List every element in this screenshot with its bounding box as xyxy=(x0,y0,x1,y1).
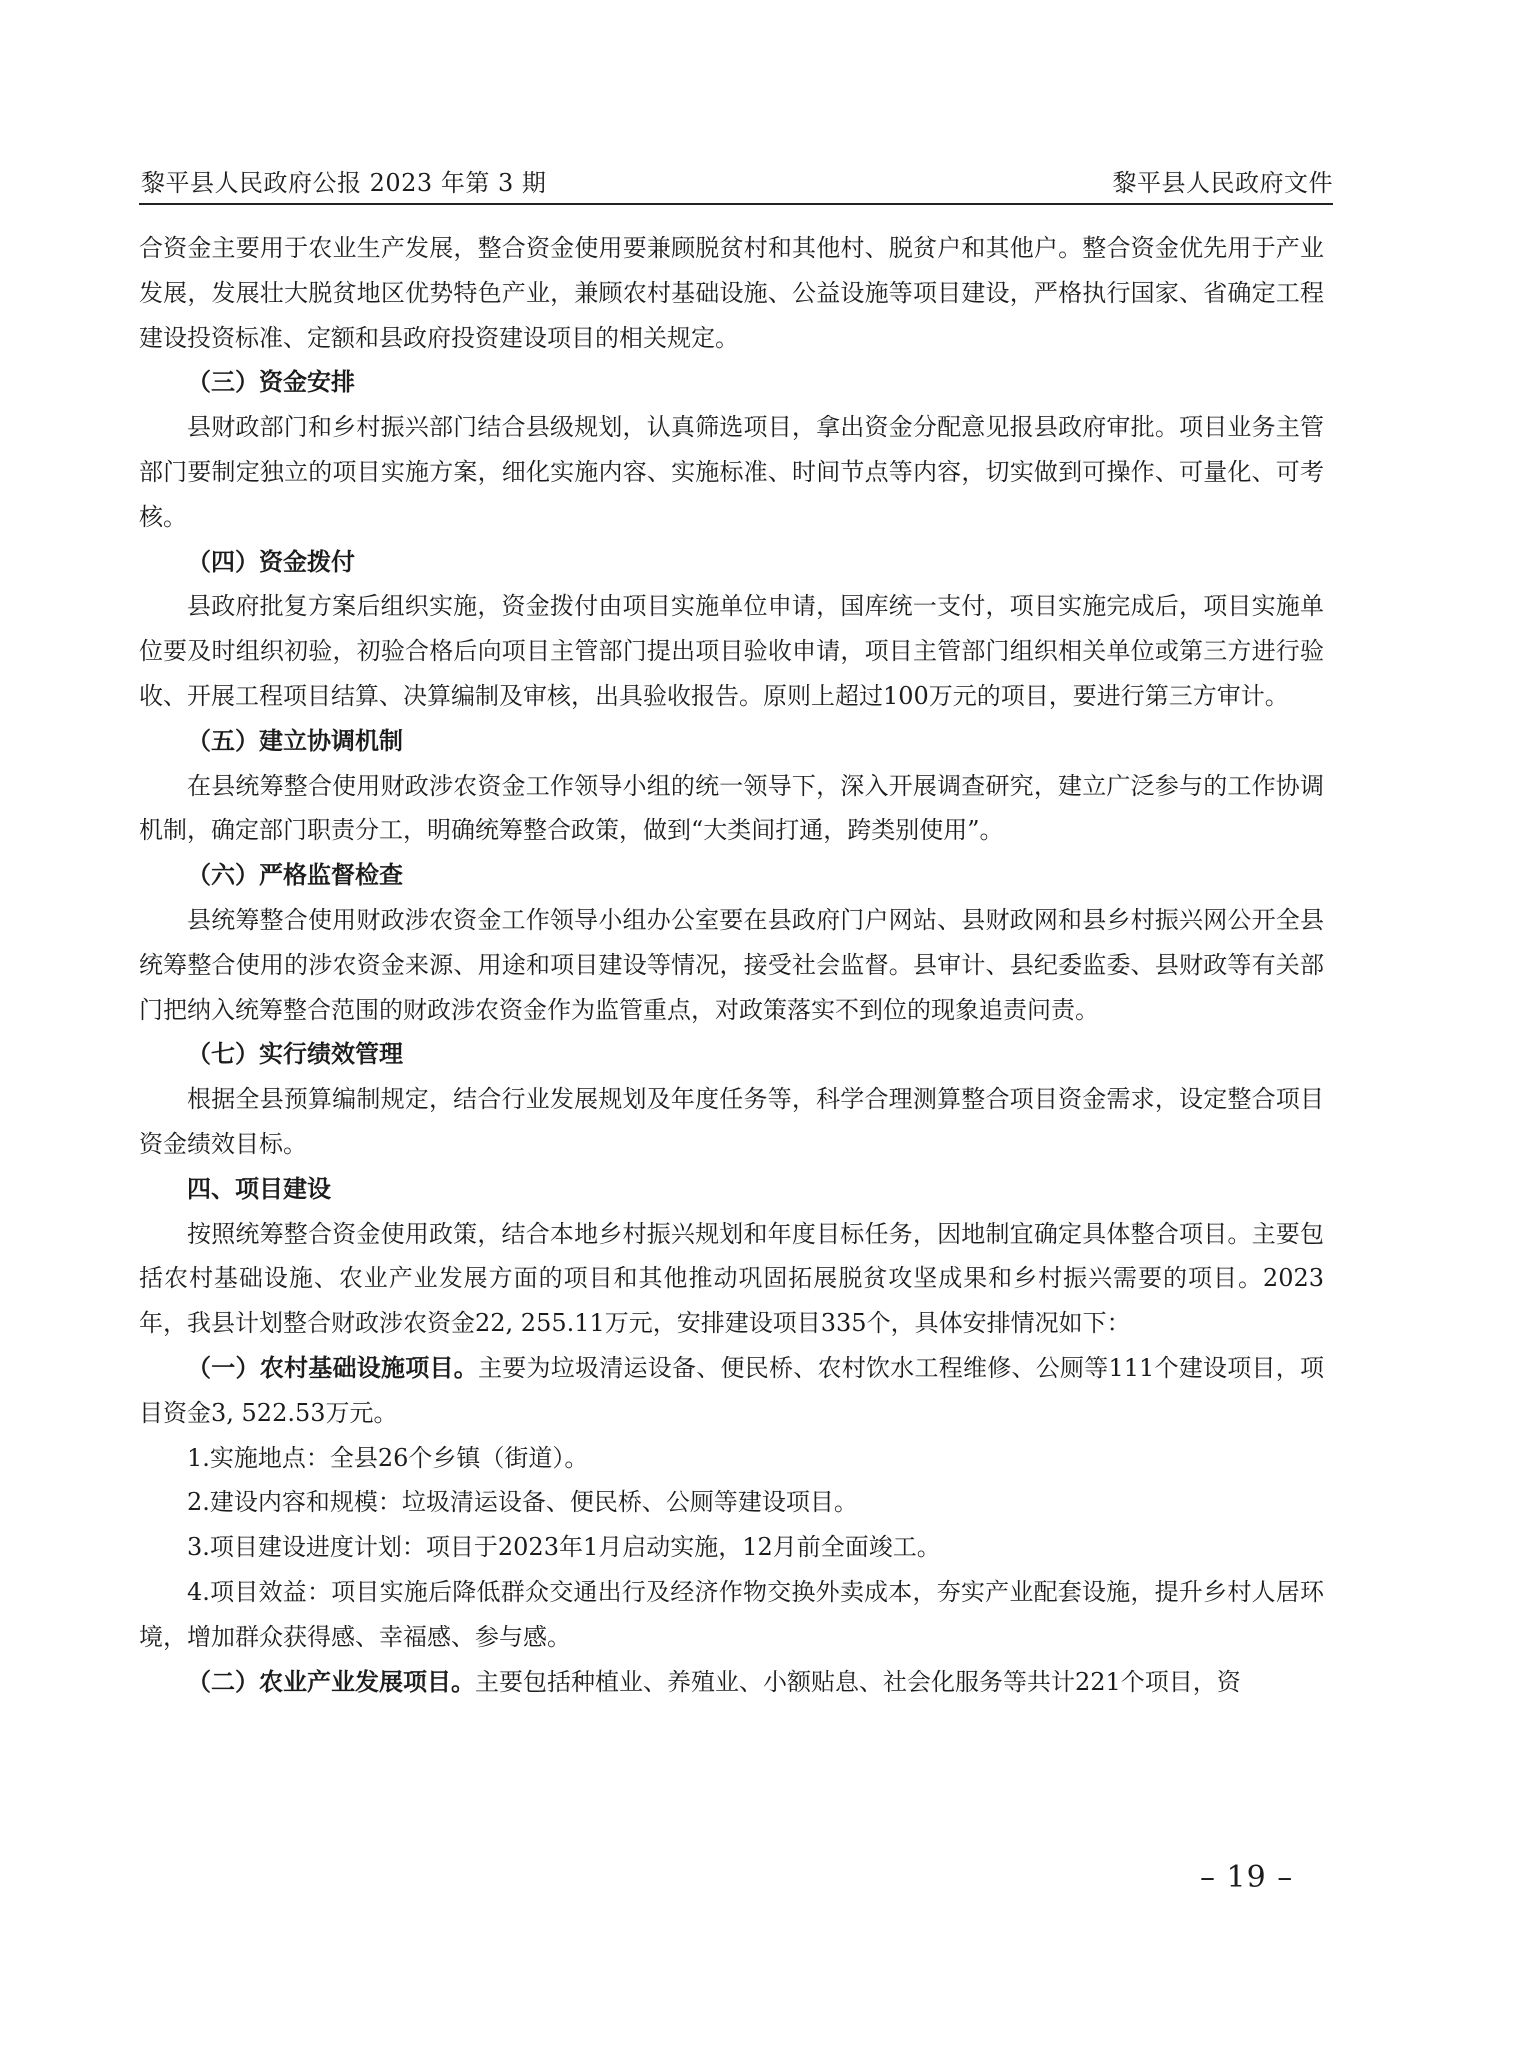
project-paragraph xyxy=(139,1346,1324,1436)
list-item: 2.建设内容和规模：垃圾清运设备、便民桥、公厕等建设项目。 xyxy=(187,1488,858,1517)
project-paragraph xyxy=(139,1660,1324,1705)
project-heading: （二）农业产业发展项目。 xyxy=(187,1667,475,1696)
chapter-heading: 四、项目建设 xyxy=(187,1174,331,1203)
body-paragraph: 县政府批复方案后组织实施，资金拨付由项目实施单位申请，国库统一支付，项目实施完成后，项目实施单位要及时组织初验，初验合格后向项目主管部门提出项目验收申请，项目主管部门组织相关单位或第三方进行验收、开展工程项目结算、决算编制及审核，出具验收报告。原则上超过100万元的项目，要进行第三方审计。 xyxy=(139,592,1324,710)
section-heading: （七）实行绩效管理 xyxy=(187,1040,403,1069)
list-item: 4.项目效益：项目实施后降低群众交通出行及经济作物交换外卖成本，夯实产业配套设施，提升乡村人居环境，增加群众获得感、幸福感、参与感。 xyxy=(139,1577,1324,1651)
list-item: 1.实施地点：全县26个乡镇（街道）。 xyxy=(187,1443,589,1472)
page-header xyxy=(139,163,1333,205)
section-heading: （五）建立协调机制 xyxy=(187,726,403,755)
project-heading: （一）农村基础设施项目。 xyxy=(187,1353,478,1382)
body-paragraph: 在县统筹整合使用财政涉农资金工作领导小组的统一领导下，深入开展调查研究，建立广泛参与的工作协调机制，确定部门职责分工，明确统筹整合政策，做到“大类间打通，跨类别使用”。 xyxy=(139,771,1324,845)
project-description: 主要包括种植业、养殖业、小额贴息、社会化服务等共计221个项目，资 xyxy=(475,1667,1241,1696)
project-description: 主要为垃圾清运设备、便民桥、农村饮水工程维修、公厕等111个建设项目，项目资金3, 522.53万元。 xyxy=(139,1353,1324,1427)
header-document-type: 黎平县人民政府文件 xyxy=(1112,169,1333,197)
body-paragraph: 县统筹整合使用财政涉农资金工作领导小组办公室要在县政府门户网站、县财政网和县乡村振兴网公开全县统筹整合使用的涉农资金来源、用途和项目建设等情况，接受社会监督。县审计、县纪委监委、县财政等有关部门把纳入统筹整合范围的财政涉农资金作为监管重点，对政策落实不到位的现象追责问责。 xyxy=(139,905,1324,1024)
section-heading: （六）严格监督检查 xyxy=(187,861,403,890)
header-publication-title: 黎平县人民政府公报 2023 年第 3 期 xyxy=(141,169,547,197)
document-body xyxy=(139,226,1324,1704)
body-paragraph: 县财政部门和乡村振兴部门结合县级规划，认真筛选项目，拿出资金分配意见报县政府审批。项目业务主管部门要制定独立的项目实施方案，细化实施内容、实施标准、时间节点等内容，切实做到可操作、可量化、可考核。 xyxy=(139,413,1324,531)
section-heading: （三）资金安排 xyxy=(187,368,355,397)
list-item: 3.项目建设进度计划：项目于2023年1月启动实施，12月前全面竣工。 xyxy=(187,1533,941,1562)
body-paragraph: 根据全县预算编制规定，结合行业发展规划及年度任务等，科学合理测算整合项目资金需求，设定整合项目资金绩效目标。 xyxy=(139,1085,1324,1158)
section-heading: （四）资金拨付 xyxy=(187,547,355,576)
body-paragraph: 按照统筹整合资金使用政策，结合本地乡村振兴规划和年度目标任务，因地制宜确定具体整合项目。主要包括农村基础设施、农业产业发展方面的项目和其他推动巩固拓展脱贫攻坚成果和乡村振兴需要的项目。2023年，我县计划整合财政涉农资金22, 255.11万元，安排建设项目335个，具体安排情况如下： xyxy=(139,1219,1324,1338)
page-number: – 19 – xyxy=(1200,1860,1294,1895)
body-paragraph: 合资金主要用于农业生产发展，整合资金使用要兼顾脱贫村和其他村、脱贫户和其他户。整合资金优先用于产业发展，发展壮大脱贫地区优势特色产业，兼顾农村基础设施、公益设施等项目建设，严格执行国家、省确定工程建设投资标准、定额和县政府投资建设项目的相关规定。 xyxy=(139,234,1324,352)
